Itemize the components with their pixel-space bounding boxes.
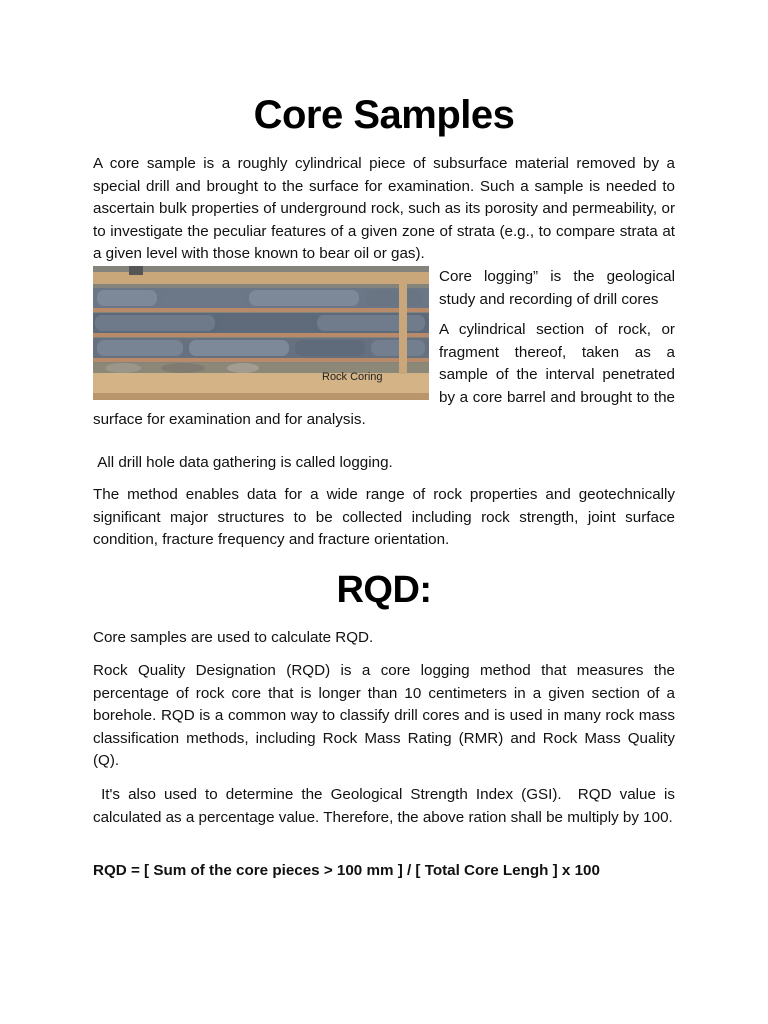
rqd-definition-paragraph: Rock Quality Designation (RQD) is a core logging method that measures the percentage of rock core that is longer than 10 centimeters in a given section of a borehole. RQD is a common way to classify drill cores and is used in many rock mass classification methods, including Rock Mass Rating (RMR) and Rock Mass Quality (Q). xyxy=(93,662,675,769)
core-row-3 xyxy=(93,338,429,358)
rqd-formula: RQD = [ Sum of the core pieces > 100 mm ] / [ Total Core Lengh ] x 100 xyxy=(93,862,600,879)
rqd-heading: RQD: xyxy=(336,569,432,611)
logging-paragraph-block xyxy=(93,452,675,475)
rqd-intro-block xyxy=(93,627,675,650)
core-logging-definition: Core logging” is the geological study and recording of drill cores xyxy=(439,268,675,308)
logging-paragraph: All drill hole data gathering is called logging. xyxy=(93,454,393,471)
rqd-formula-block xyxy=(93,860,675,883)
rqd-intro-paragraph: Core samples are used to calculate RQD. xyxy=(93,629,374,646)
rqd-definition-block xyxy=(93,660,675,773)
core-logging-section xyxy=(93,266,675,432)
gsi-paragraph-block xyxy=(93,784,680,829)
core-row-1 xyxy=(93,288,429,308)
gsi-paragraph: It's also used to determine the Geological Strength Index (GSI). RQD value is calculated as a percentage value. Therefore, the above ration shall be multiply by 100. xyxy=(93,786,680,826)
rock-coring-photo xyxy=(93,266,429,400)
method-paragraph-block xyxy=(93,484,675,552)
intro-paragraph: A core sample is a roughly cylindrical piece of subsurface material removed by a special drill and brought to the surface for examination. Such a sample is needed to ascertain bulk properties of underground rock, such as its porosity and permeability, or to investigate the peculiar features of a given zone of strata (e.g., to compare strata at a given level with those known to bear oil or gas). xyxy=(93,155,675,262)
photo-caption: Rock Coring xyxy=(322,371,383,383)
page-title: Core Samples xyxy=(253,93,515,137)
method-paragraph: The method enables data for a wide range of rock properties and geotechnically significant major structures to be collected including rock strength, joint surface condition, fracture frequency and fracture orientation. xyxy=(93,486,675,548)
core-row-2 xyxy=(93,313,429,333)
intro-paragraph-block xyxy=(93,153,675,266)
core-definition-paragraph: A cylindrical section of rock, or fragment thereof, taken as a sample of the interval penetrated by a core barrel and brought to the surface for examination and for analysis. xyxy=(93,321,675,428)
